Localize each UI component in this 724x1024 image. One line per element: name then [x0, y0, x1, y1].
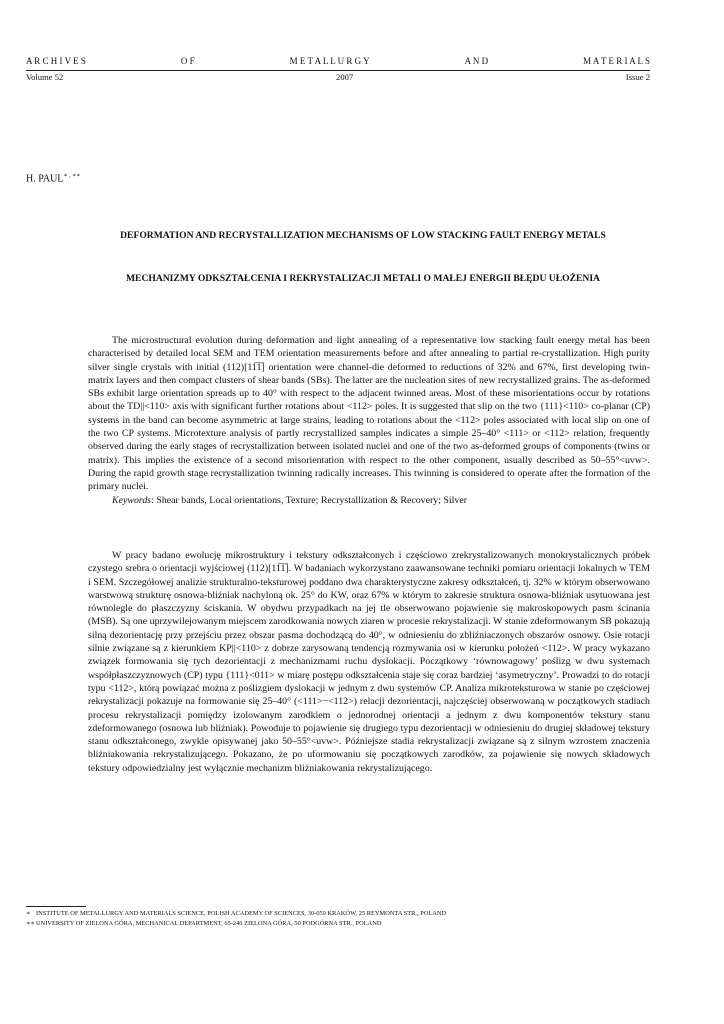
footnote-mark: ∗∗ — [26, 920, 35, 927]
title-english: DEFORMATION AND RECRYSTALLIZATION MECHANISMS OF LOW STACKING FAULT ENERGY METALS — [120, 230, 606, 241]
footnote-text: INSTITUTE OF METALLURGY AND MATERIALS SCIENCE, POLISH ACADEMY OF SCIENCES, 30-059 KRAKÓW, 25 REYMONTA STR., POLAND — [36, 910, 447, 917]
author-name: H. PAUL — [26, 173, 64, 185]
keywords-label: Keywords — [112, 494, 152, 506]
year-label: 2007 — [336, 72, 354, 82]
keywords-list: : Shear bands, Local orientations, Texture; Recrystallization & Recovery; Silver — [151, 494, 467, 506]
title-polish: MECHANIZMY ODKSZTAŁCENIA I REKRYSTALIZACJI METALI O MAŁEJ ENERGII BŁĘDU UŁOŻENIA — [125, 273, 600, 284]
abstract — [88, 334, 650, 507]
abstract-text: The microstructural evolution during deformation and light annealing of a representative low stacking fault energy metal has been characterised by detailed local SEM and TEM orientation measurements before and after annealing to partial re-crystallization. High purity silver single crystals with initial (112)[11̅1̅] orientation were channel-die deformed to reductions of 32% and 67%, first developing twin-matrix layers and then compact clusters of shear bands (SBs). The latter are the nucleation sites of new recrystallized grains. The as-deformed SBs exhibit large orientation spreads up to 40° with respect to the adjacent twinned areas. Most of these misorientations occur by rotations about the TD||<110> axis with significant further rotations about <112> poles. It is suggested that slip on the two {111}<110> co-planar (CP) systems in the band can become asymmetric at large strains, leading to rotations about the <112> poles associated with local slip on one of the two CP systems. Microtexture analysis of partly recrystallized samples indicates a simple 25–40° <111> or <112> relation, frequently observed during the early stages of recrystallization between isolated nuclei and one of the two as-deformed groups of components (twins or matrix). This implies the existence of a second misorientation with respect to the other component, usually described as 50–55°<uvw>. During the rapid growth stage recrystallization twinning radically increases. This twinning is considered to operate after the formation of the primary nuclei. — [88, 335, 650, 493]
journal-word: M A T E R I A L S — [583, 56, 650, 66]
author-affiliation-marks: ∗ , ∗∗ — [63, 173, 81, 179]
volume-label: Volume 52 — [26, 72, 64, 82]
journal-word: A N D — [464, 56, 489, 66]
journal-word: M E T A L L U R G Y — [289, 56, 370, 66]
issue-info — [26, 72, 650, 82]
polish-abstract-text: W pracy badano ewolucję mikrostruktury i tekstury odkształconych i częściowo zrekrystalizowanych monokrystalicznych próbek czystego srebra o orientacji wyjściowej (112)[11̅1̅]. W badaniach wykorzystano zaawansowane techniki pomiaru orientacji lokalnych w TEM i SEM. Szczegółowej analizie strukturalno-teksturowej poddano dwa charakterystyczne zakresy odkształceń, tj. 32% w którym obserwowano warstwową strukturę osnowa-bliźniak nachyloną ok. 25° do KW, oraz 67% w którym to zakresie struktura osnowa-bliźniak usytuowana jest równolegle do płaszczyzny ściskania. W obydwu przypadkach na jej tle obserwowano pojawienie się makroskopowych pasm ścinania (MSB). Są one uprzywilejowanym miejscem zarodkowania nowych ziaren w procesie rekrystalizacji. W stanie zdeformowanym SB pokazują silną dezorientację przy przejściu przez obszar pasma dochodzącą do 40°, w odniesieniu do zbliźniaczonych obszarów osnowy. Osie rotacji silnie związane są z kierunkiem KP||<110> z dobrze zarysowaną tendencją rozmywania osi w kierunku położeń <112>. W pracy wykazano związek formowania się tych dezorientacji z mechanizmami ruchu dyslokacji. Początkowy ‘równowagowy’ poślizg w dwu systemach współpłaszczyznowych (CP) typu {111}<011> w miarę postępu odkształcenia staje się coraz bardziej ‘asymetryczny’. Prowadzi to do rotacji typu <112>, którą powiązać można z poślizgiem dyslokacji w jednym z dwu systemów CP. Analiza mikroteksturowa w stanie po częściowej rekrystalizacji pokazuje na formowanie się 25–40° (<111>−<112>) relacji dezorientacji, najczęściej obserwowaną w początkowych stadiach procesu rekrystalizacji pomiędzy izolowanym zarodkiem o jednorodnej orientacji a jednym z dwu komponentów tekstury stanu zdeformowanego (osnowa lub bliźniak). Powoduje to pojawienie się drugiego typu dezorientacji w odniesieniu do drugiej składowej tekstury stanu odkształconego, zwykle opisywanej jako 50–55°<uvw>. Późniejsze stadia rekrystalizacji związane są z silnym wzrostem znaczenia bliźniakowania rekrystalizującego. Pokazano, że po uformowaniu się początkowych zarodków, za pojawienie się nowych składowych tekstury odpowiedzialny jest wyłącznie mechanizm bliźniakowania rekrystalizującego. — [88, 550, 650, 774]
footnote — [26, 919, 666, 929]
footnote-mark: ∗ — [26, 910, 31, 917]
header-rule — [26, 70, 650, 71]
journal-word: A R C H I V E S — [26, 56, 86, 66]
journal-word: O F — [180, 56, 195, 66]
issue-label: Issue 2 — [625, 72, 650, 82]
author-line — [26, 172, 80, 184]
polish-abstract — [88, 549, 650, 775]
keywords-line — [88, 494, 650, 507]
footnotes — [26, 909, 666, 929]
footnote-text: UNIVERSITY OF ZIELONA GÓRA, MECHANICAL DEPARTMENT, 65-246 ZIELONA GÓRA, 50 PODGÓRNA STR., POLAND — [36, 920, 382, 927]
footnote-rule — [26, 906, 86, 907]
journal-name — [26, 56, 650, 66]
footnote — [26, 909, 666, 919]
